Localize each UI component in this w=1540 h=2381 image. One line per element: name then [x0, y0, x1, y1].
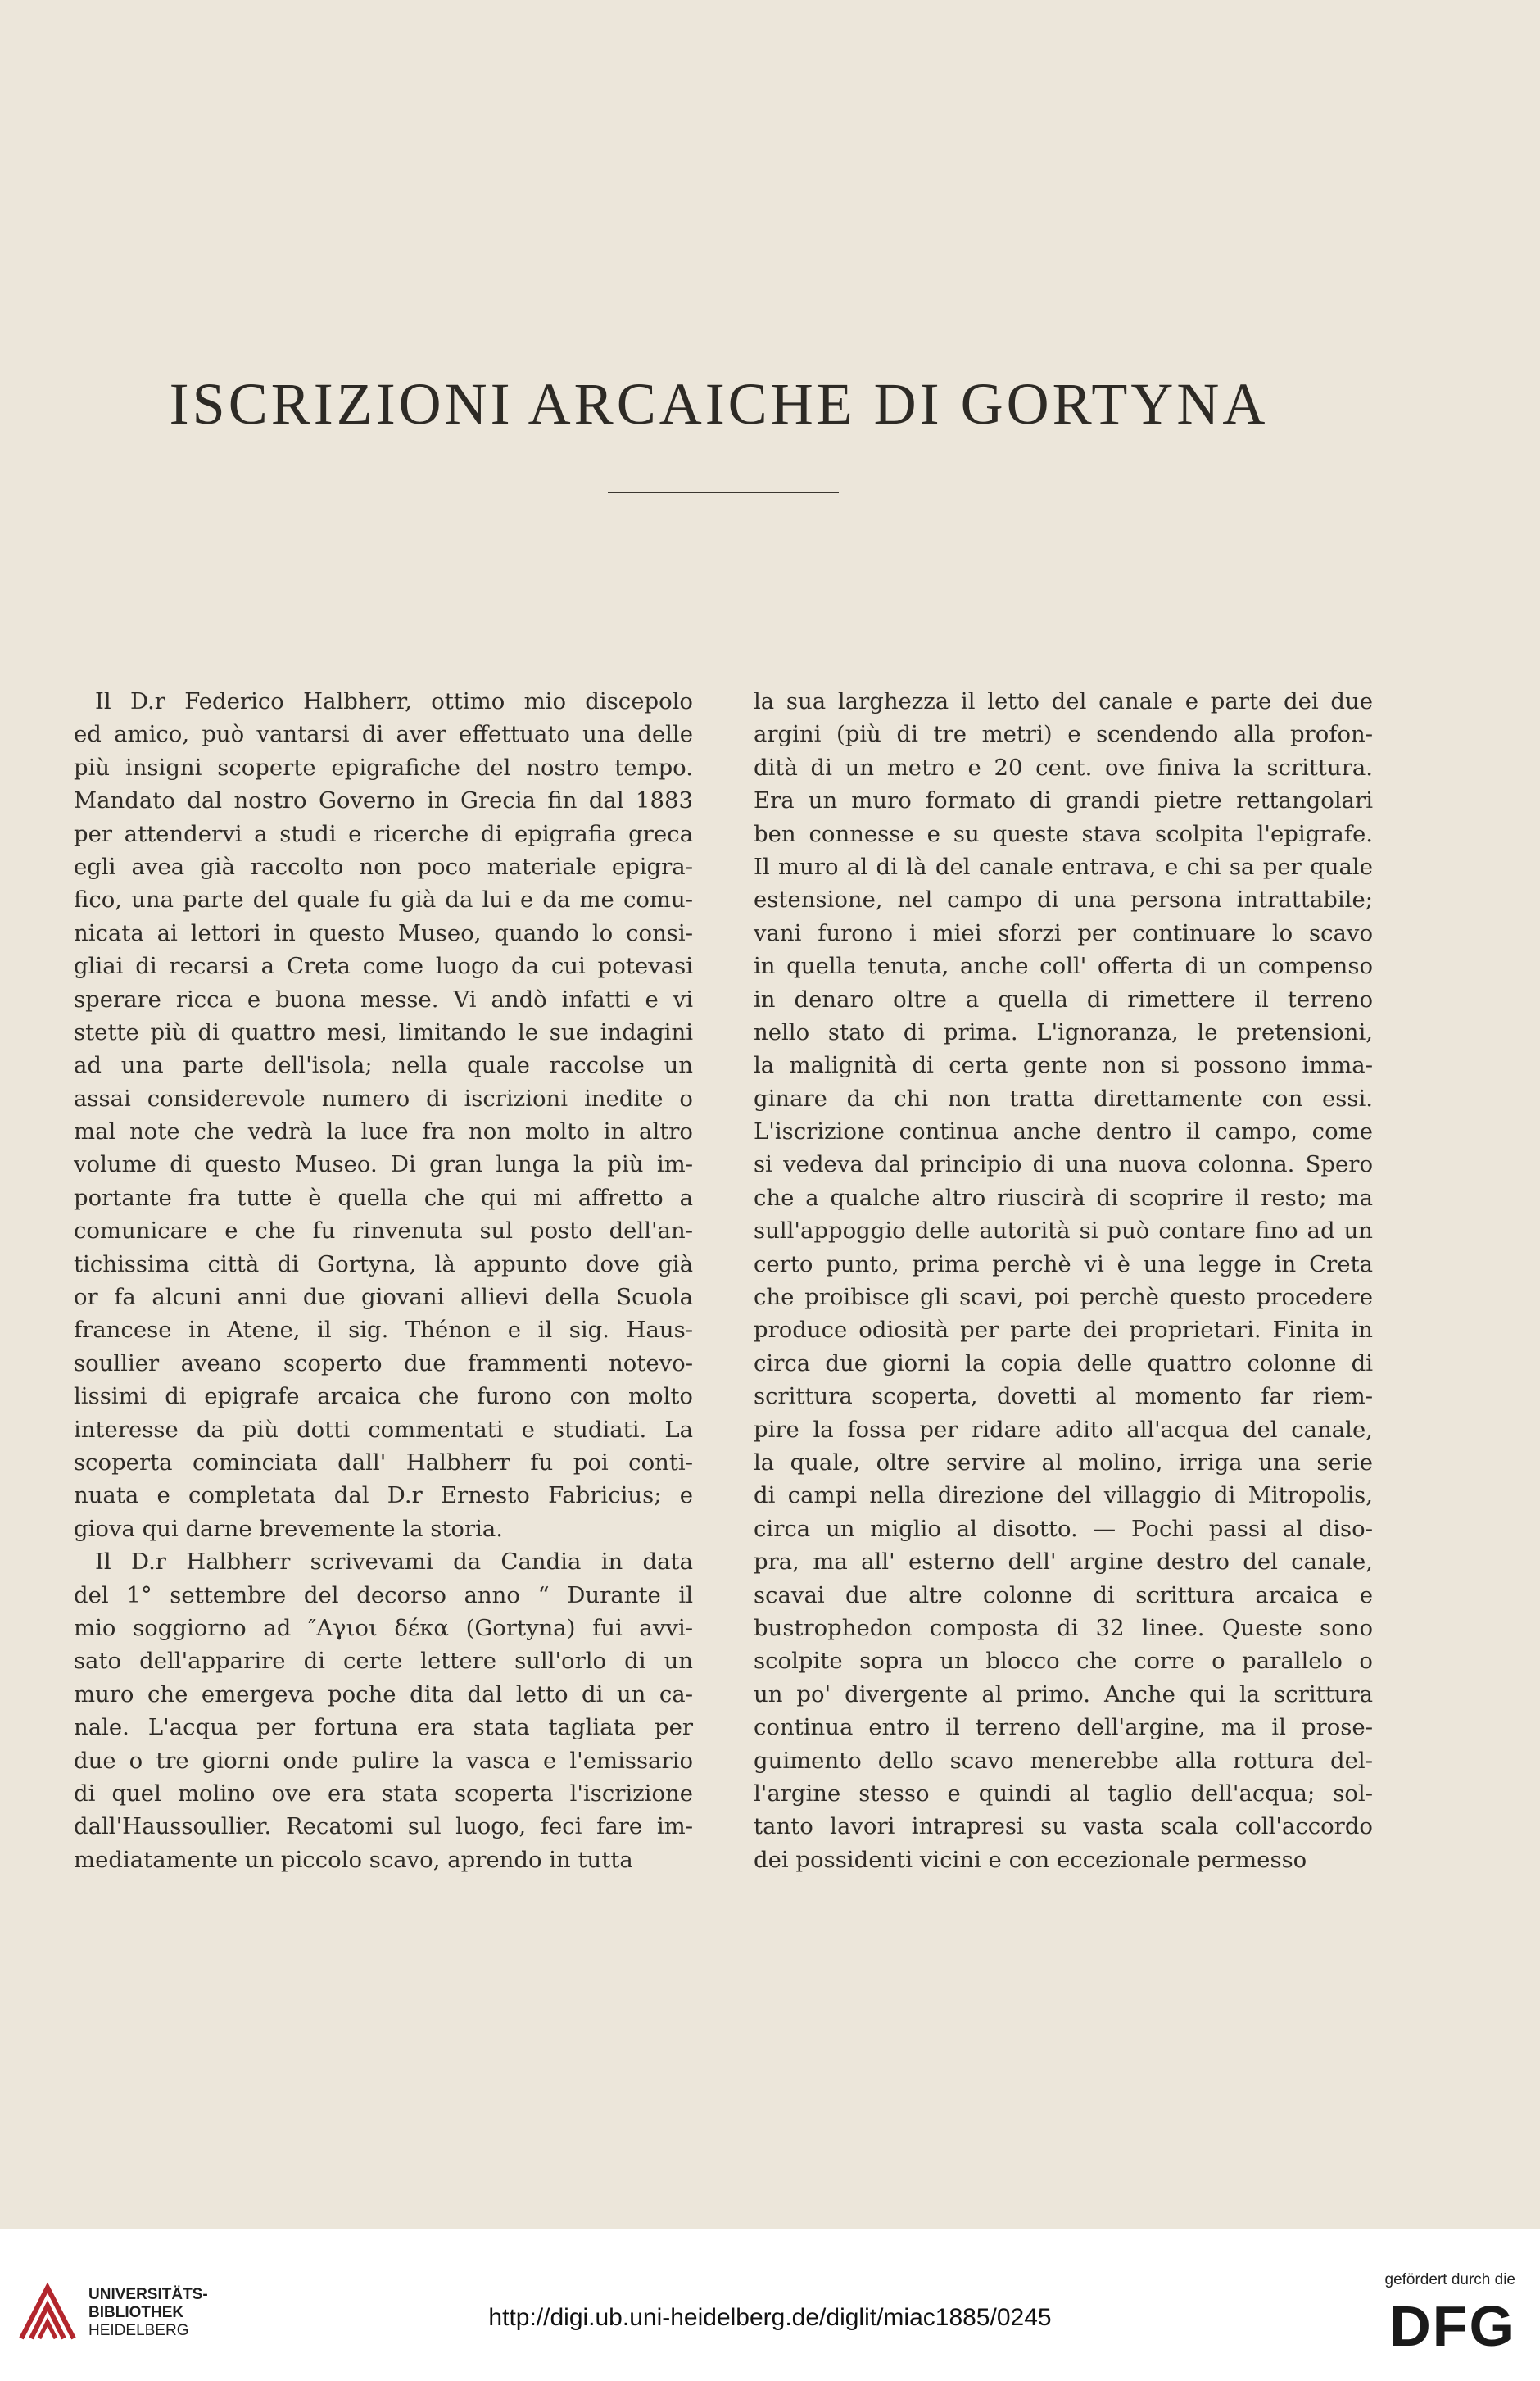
text-line: L'iscrizione continua anche dentro il campo, come [754, 1118, 1373, 1145]
text-line: francese in Atene, il sig. Thénon e il sig. Haus- [74, 1317, 693, 1344]
text-line: egli avea già raccolto non poco materiale epigra- [74, 853, 693, 880]
text-line: mal note che vedrà la luce fra non molto in altro [74, 1118, 693, 1145]
text-line: or fa alcuni anni due giovani allievi della Scuola [74, 1284, 693, 1311]
text-line: ginare da chi non tratta direttamente con essi. [754, 1085, 1373, 1112]
text-line: l'argine stesso e quindi al taglio dell'acqua; sol- [754, 1780, 1373, 1807]
text-line: per attendervi a studi e ricerche di epigrafia greca [74, 820, 693, 847]
text-line: un po' divergente al primo. Anche qui la scrittura [754, 1680, 1373, 1708]
text-line: tichissima città di Gortyna, là appunto dove già [74, 1250, 693, 1277]
text-line: produce odiosità per parte dei proprietari. Finita in [754, 1317, 1373, 1344]
text-line: nale. L'acqua per fortuna era stata tagliata per [74, 1714, 693, 1741]
funding-label: gefördert durch die [1384, 2271, 1515, 2288]
text-line: nicata ai lettori in questo Museo, quando lo consi- [74, 919, 693, 946]
text-line: continua entro il terreno dell'argine, ma il prose- [754, 1714, 1373, 1741]
right-column [754, 685, 1373, 1876]
text-line: sperare ricca e buona messe. Vi andò infatti e vi [74, 986, 693, 1013]
text-line: ben connesse e su queste stava scolpita l'epigrafe. [754, 820, 1373, 847]
text-line: scolpite sopra un blocco che corre o parallelo o [754, 1648, 1373, 1675]
text-line: che proibisce gli scavi, poi perchè questo procedere [754, 1284, 1373, 1311]
text-line: giova qui darne brevemente la storia. [74, 1515, 504, 1542]
text-line: lissimi di epigrafe arcaica che furono con molto [74, 1383, 693, 1410]
text-line: Il D.r Halbherr scrivevami da Candia in data [95, 1549, 693, 1576]
text-line: ed amico, può vantarsi di aver effettuato una delle [74, 721, 693, 748]
text-line: dall'Haussoullier. Recatomi sul luogo, feci fare im- [74, 1813, 693, 1840]
text-line: in denaro oltre a quella di rimettere il terreno [754, 986, 1373, 1013]
text-line: si vedeva dal principio di una nuova colonna. Spero [754, 1151, 1373, 1178]
title-rule [608, 492, 839, 493]
footer-bar [0, 2229, 1540, 2381]
text-line: in quella tenuta, anche coll' offerta di un compenso [754, 953, 1373, 980]
text-line: guimento dello scavo menerebbe alla rottura del- [754, 1747, 1373, 1774]
text-line: Il D.r Federico Halbherr, ottimo mio discepolo [95, 688, 693, 714]
library-line-2: BIBLIOTHEK [88, 2304, 184, 2321]
text-line: la quale, oltre servire al molino, irriga una serie [754, 1449, 1373, 1476]
text-line: portante fra tutte è quella che qui mi affretto a [74, 1184, 693, 1211]
text-line: dei possidenti vicini e con eccezionale permesso [754, 1846, 1307, 1873]
text-line: nello stato di prima. L'ignoranza, le pretensioni, [754, 1018, 1373, 1045]
text-line: che a qualche altro riuscirà di scoprire il resto; ma [754, 1184, 1373, 1211]
page-title: ISCRIZIONI ARCAICHE DI GORTYNA [169, 371, 1269, 437]
text-line: pra, ma all' esterno dell' argine destro del canale, [754, 1549, 1373, 1576]
text-line: Mandato dal nostro Governo in Grecia fin dal 1883 [74, 787, 693, 814]
text-line: la malignità di certa gente non si possono imma- [754, 1052, 1373, 1079]
text-line: pire la fossa per ridare adito all'acqua del canale, [754, 1416, 1373, 1443]
text-line: argini (più di tre metri) e scendendo alla profon- [754, 721, 1373, 748]
text-line: ad una parte dell'isola; nella quale raccolse un [74, 1052, 693, 1079]
text-line: due o tre giorni onde pulire la vasca e l'emissario [74, 1747, 693, 1774]
text-line: stette più di quattro mesi, limitando le sue indagini [74, 1018, 693, 1045]
text-line: scrittura scoperta, dovetti al momento far riem- [754, 1383, 1373, 1410]
text-line: più insigni scoperte epigrafiche del nostro tempo. [74, 754, 693, 781]
text-line: scavai due altre colonne di scrittura arcaica e [754, 1581, 1373, 1608]
text-line: assai considerevole numero di iscrizioni inedite o [74, 1085, 693, 1112]
text-line: tanto lavori intrapresi su vasta scala coll'accordo [754, 1813, 1373, 1840]
text-line: estensione, nel campo di una persona intrattabile; [754, 887, 1373, 914]
dfg-logo: DFG [1389, 2294, 1515, 2358]
text-line: mio soggiorno ad ″Αγιοι δέκα (Gortyna) fui avvi- [74, 1614, 693, 1641]
text-line: di campi nella direzione del villaggio di Mitropolis, [754, 1482, 1373, 1509]
library-line-1: UNIVERSITÄTS- [88, 2286, 208, 2303]
text-line: la sua larghezza il letto del canale e parte dei due [754, 688, 1373, 714]
text-line: Il muro al di là del canale entrava, e chi sa per quale [754, 853, 1373, 880]
left-column [74, 685, 693, 1876]
permalink-url[interactable]: http://digi.ub.uni-heidelberg.de/diglit/miac1885/0245 [488, 2304, 1052, 2331]
text-line: Era un muro formato di grandi pietre rettangolari [754, 787, 1373, 814]
text-line: di quel molino ove era stata scoperta l'iscrizione [74, 1780, 693, 1807]
text-line: circa un miglio al disotto. — Pochi passi al diso- [754, 1515, 1373, 1542]
text-line: scoperta cominciata dall' Halbherr fu poi conti- [74, 1449, 693, 1476]
text-line: fico, una parte del quale fu già da lui e da me comu- [74, 887, 693, 914]
text-line: vani furono i miei sforzi per continuare lo scavo [754, 919, 1373, 946]
text-line: circa due giorni la copia delle quattro colonne di [754, 1349, 1373, 1376]
text-line: nuata e completata dal D.r Ernesto Fabricius; e [74, 1482, 693, 1509]
text-line: certo punto, prima perchè vi è una legge in Creta [754, 1250, 1373, 1277]
text-line: dità di un metro e 20 cent. ove finiva la scrittura. [754, 754, 1373, 781]
text-line: comunicare e che fu rinvenuta sul posto dell'an- [74, 1218, 693, 1245]
library-line-3: HEIDELBERG [88, 2322, 189, 2339]
text-line: muro che emergeva poche dita dal letto di un ca- [74, 1680, 693, 1708]
text-line: del 1° settembre del decorso anno “ Durante il [74, 1581, 693, 1608]
text-line: sato dell'apparire di certe lettere sull'orlo di un [74, 1648, 693, 1675]
text-line: bustrophedon composta di 32 linee. Queste sono [754, 1614, 1373, 1641]
text-line: mediatamente un piccolo scavo, aprendo in tutta [74, 1846, 633, 1873]
text-line: volume di questo Museo. Di gran lunga la più im- [74, 1151, 693, 1178]
text-line: soullier aveano scoperto due frammenti notevo- [74, 1349, 693, 1376]
text-line: sull'appoggio delle autorità si può contare fino ad un [754, 1218, 1373, 1245]
text-line: interesse da più dotti commentati e studiati. La [74, 1416, 693, 1443]
text-line: gliai di recarsi a Creta come luogo da cui potevasi [74, 953, 693, 980]
